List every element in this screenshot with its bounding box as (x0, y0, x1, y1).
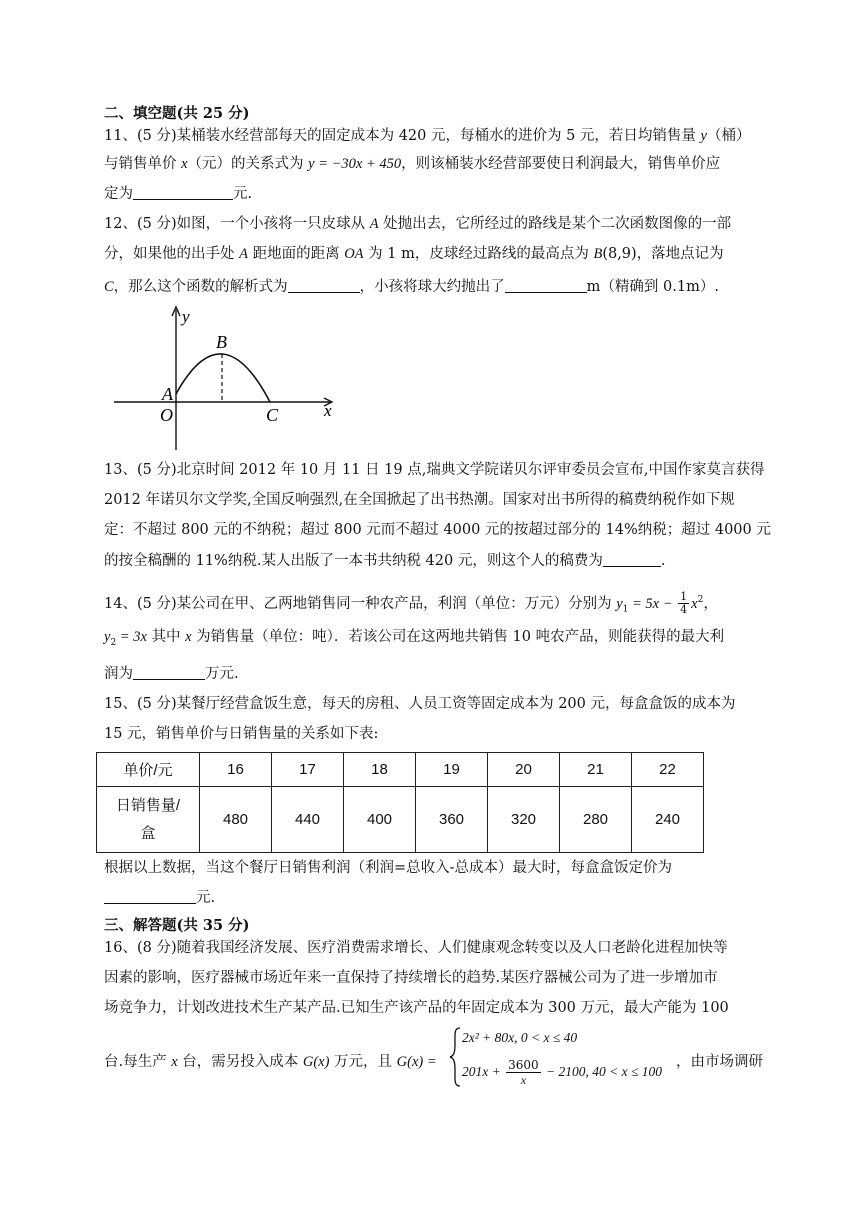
table-cell: 19 (416, 753, 488, 787)
graph-label-o: O (160, 405, 173, 425)
q16-line-3: 场竞争力，计划改进技术生产某产品.已知生产该产品的年固定成本为 300 万元，最大产能为 100 (104, 1000, 729, 1016)
q15-text: 元. (196, 890, 216, 906)
q13-text: 的按全稿酬的 11%纳税.某人出版了一本书共纳税 420 元，则这个人的稿费为 (104, 553, 603, 569)
q14-line-2 (104, 627, 724, 653)
q14-eq1: = 5x − (628, 595, 677, 612)
q14-eq1-sup: 2 (697, 595, 704, 605)
table-row (97, 753, 704, 787)
q14-line-3 (104, 664, 239, 684)
q11-text: （元）的关系式为 (187, 156, 309, 172)
q11-text: ，则该桶装水经营部要使日利润最大，销售单价应 (401, 156, 721, 172)
q13-line-3: 定：不超过 800 元的不纳税；超过 800 元而不超过 4000 元的按超过部分的 14%纳税；超过 4000 元 (104, 522, 771, 538)
q14-eq1-x: x (691, 595, 698, 612)
q16-g-eq: G(x) = (396, 1054, 437, 1070)
q15-line-1: 15、(5 分)某餐厅经营盒饭生意，每天的房租、人员工资等固定成本为 200 元，每盒盒饭的成本为 (104, 696, 736, 712)
q12-var-c: C (104, 279, 114, 295)
q11-text: 与销售单价 (104, 156, 182, 172)
q11-text: 元. (233, 186, 253, 202)
table-header-cell: 单价/元 (97, 753, 200, 787)
q14-frac-den: 4 (680, 603, 688, 617)
q12-answer-blank-2[interactable] (505, 278, 587, 293)
q16-text: 万元，且 (329, 1054, 397, 1070)
q11-text: 11、(5 分)某桶装水经营部每天的固定成本为 420 元，每桶水的进价为 5 元，若日均销售量 (104, 128, 701, 144)
q12-text: 12、(5 分)如图，一个小孩将一只皮球从 (104, 216, 370, 232)
q13-answer-blank[interactable] (603, 552, 661, 567)
table-cell: 440 (272, 787, 344, 853)
q12-var-a: A (239, 246, 248, 262)
parabola-curve (176, 354, 270, 402)
q14-text: ， (703, 595, 718, 612)
graph-label-b: B (216, 332, 227, 352)
section-heading-solve: 三、解答题(共 35 分) (104, 917, 250, 934)
q14-var-x: x (185, 629, 192, 645)
q16-text: 台，需另投入成本 (177, 1054, 303, 1070)
q12-text: 处抛出去，它所经过的路线是某个二次函数图像的一部 (378, 216, 732, 232)
q13-line-2: 2012 年诺贝尔文学奖,全国反响强烈,在全国掀起了出书热潮。国家对出书所得的稿费纳税作如下规 (104, 492, 735, 508)
q14-fraction (678, 591, 689, 616)
q16-g-of-x: G(x) (302, 1054, 330, 1070)
q14-y1-sub: 1 (622, 604, 629, 615)
q12-text: ，那么这个函数的解析式为 (113, 279, 288, 295)
q15-price-sales-table (96, 752, 704, 853)
q14-y2: y (104, 629, 111, 645)
q14-eq2: = 3x (116, 629, 147, 645)
graph-label-x: x (324, 401, 332, 420)
q16-line-1: 16、(8 分)随着我国经济发展、医疗消费需求增长、人们健康观念转变以及人口老龄化进程加快等 (104, 940, 728, 956)
table-cell: 20 (488, 753, 560, 787)
q12-line-1 (104, 214, 731, 234)
table-cell: 400 (344, 787, 416, 853)
q14-text: 润为 (104, 666, 133, 682)
table-cell: 480 (200, 787, 272, 853)
q15-after-2 (104, 888, 215, 908)
q14-text: 其中 (146, 629, 186, 645)
q16-case-2 (462, 1058, 662, 1087)
q11-line-3 (104, 184, 252, 204)
q16-line-4-end: ，由市场调研 (676, 1054, 763, 1070)
q16-case2-fraction (506, 1058, 541, 1087)
q16-text: 台.每生产 (104, 1054, 172, 1070)
q13-text: . (660, 553, 666, 569)
q11-answer-blank[interactable] (133, 185, 233, 200)
table-cell: 18 (344, 753, 416, 787)
q11-line-2 (104, 154, 720, 174)
q11-text: （桶） (706, 128, 751, 144)
graph-label-y: y (182, 307, 190, 326)
q12-text: m（精确到 0.1m）. (586, 279, 719, 295)
q11-var-y: y (700, 128, 707, 144)
table-cell: 22 (632, 753, 704, 787)
graph-label-c: C (266, 405, 279, 425)
table-cell: 280 (560, 787, 632, 853)
table-header-line: 盒 (140, 824, 156, 842)
q12-line-2 (104, 244, 724, 264)
q15-answer-blank[interactable] (104, 889, 196, 904)
q12-var-a: A (369, 216, 379, 232)
q15-after-1: 根据以上数据，当这个餐厅日销售利润（利润=总收入-总成本）最大时，每盒盒饭定价为 (104, 860, 673, 876)
q12-var-b: B (593, 246, 603, 262)
table-cell: 320 (488, 787, 560, 853)
q11-line-1 (104, 126, 750, 146)
graph-label-a: A (162, 384, 173, 404)
table-cell: 21 (560, 753, 632, 787)
q13-line-1: 13、(5 分)北京时间 2012 年 10 月 11 日 19 点,瑞典文学院诺贝尔评审委员会宣布,中国作家莫言获得 (104, 462, 765, 478)
table-cell: 16 (200, 753, 272, 787)
q14-text: 为销售量（单位：吨）．若该公司在这两地共销售 10 吨农产品，则能获得的最大利 (191, 629, 725, 645)
table-cell: 17 (272, 753, 344, 787)
q12-b-coord: (8,9) (602, 246, 637, 262)
q12-text: 距地面的距离 (247, 246, 345, 262)
q12-text: ，小孩将球大约抛出了 (359, 279, 505, 295)
q12-text: 为 1 m，皮球经过路线的最高点为 (363, 246, 594, 262)
q13-line-4 (104, 551, 665, 571)
table-header-cell (97, 787, 200, 853)
q16-case2-num: 3600 (508, 1058, 539, 1072)
q12-line-3 (104, 277, 719, 297)
q12-var-oa: OA (344, 246, 364, 262)
q14-answer-blank[interactable] (133, 665, 205, 680)
q14-line-1 (104, 590, 718, 620)
q16-case2-den: x (520, 1073, 527, 1087)
q16-case2-b: − 2100, 40 < x ≤ 100 (542, 1064, 663, 1079)
q11-var-x: x (181, 156, 188, 172)
q12-text: ，落地点记为 (636, 246, 724, 262)
q15-line-2: 15 元，销售单价与日销售量的关系如下表: (104, 726, 379, 742)
q14-y2-sub: 2 (110, 637, 117, 648)
q16-line-4-start (104, 1052, 437, 1072)
q16-case2-a: 201x + (462, 1064, 505, 1079)
q11-formula: y = −30x + 450 (308, 156, 402, 172)
q14-y1: y (616, 595, 623, 612)
q12-parabola-graph (112, 302, 342, 452)
section-heading-fill-blank: 二、填空题(共 25 分) (104, 105, 250, 122)
q12-answer-blank-1[interactable] (288, 278, 360, 293)
piecewise-brace-icon (448, 1026, 462, 1088)
q16-case-1: 2x² + 80x, 0 < x ≤ 40 (462, 1030, 578, 1045)
q14-text: 14、(5 分)某公司在甲、乙两地销售同一种农产品，利润（单位：万元）分别为 (104, 595, 617, 612)
table-header-line: 日销售量/ (115, 796, 181, 814)
table-cell: 240 (632, 787, 704, 853)
table-row (97, 787, 704, 853)
q11-text: 定为 (104, 186, 133, 202)
q12-text: 分，如果他的出手处 (104, 246, 240, 262)
table-cell: 360 (416, 787, 488, 853)
q14-frac-num: 1 (680, 590, 688, 604)
q14-text: 万元. (205, 666, 239, 682)
q16-var-x: x (171, 1054, 178, 1070)
q16-line-2: 因素的影响，医疗器械市场近年来一直保持了持续增长的趋势.某医疗器械公司为了进一步增加市 (104, 970, 718, 986)
